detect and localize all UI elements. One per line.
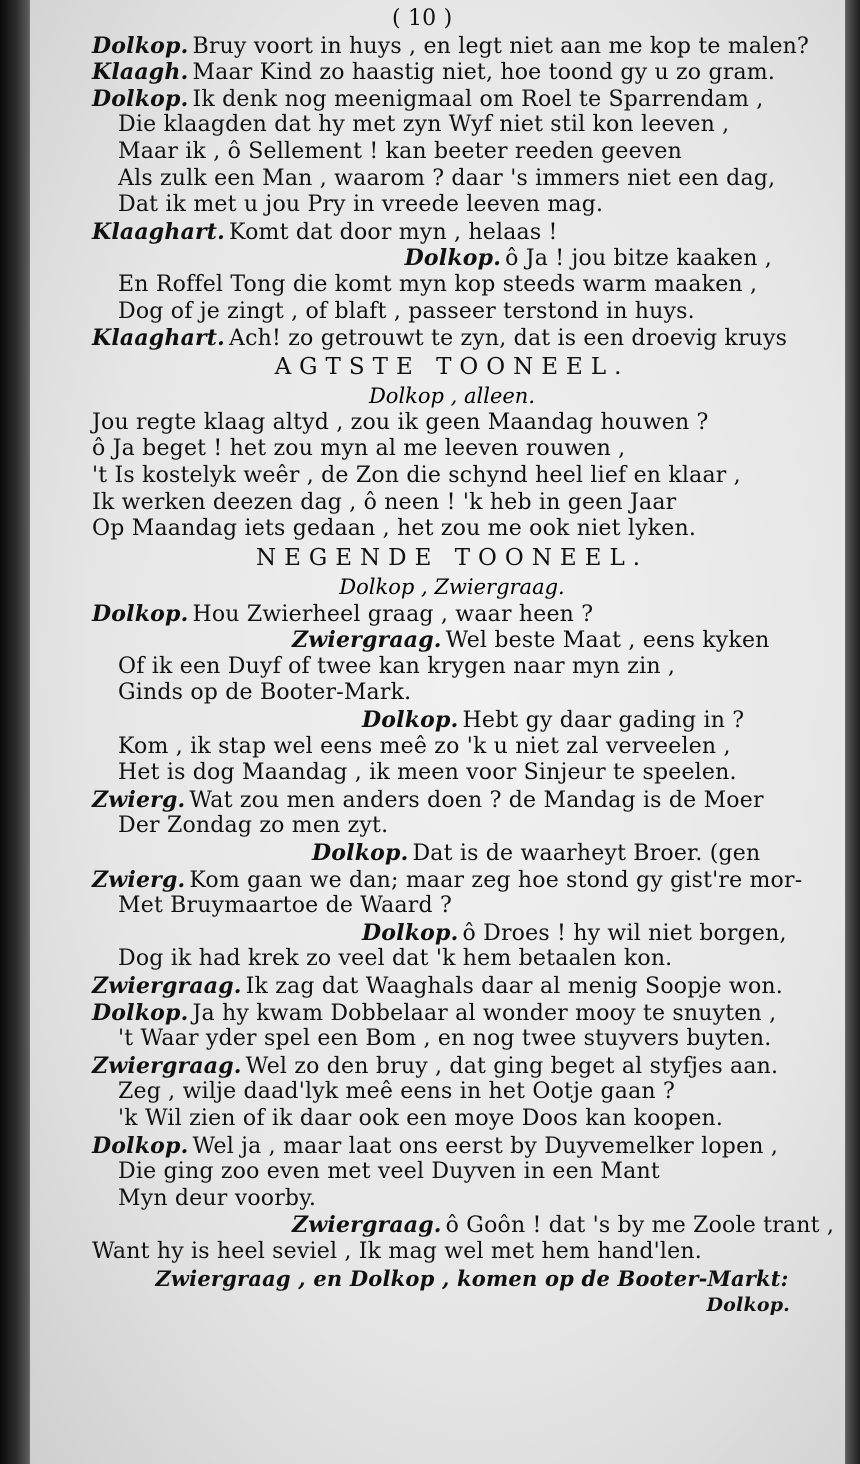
verse-line: Kom , ik stap wel eens meê zo 'k u niet zal verveelen , <box>118 733 731 759</box>
speaker: Klaaghart. <box>92 218 226 245</box>
verse-line: Dolkop. Hebt gy daar gading in ? <box>362 707 745 734</box>
verse-line: ô Ja beget ! het zou myn al me leeven rouwen , <box>92 436 626 462</box>
verse-line: Zeg , wilje daad'lyk meê eens in het Ootje gaan ? <box>118 1079 675 1105</box>
verse-line: Dog ik had krek zo veel dat 'k hem betaalen kon. <box>118 946 673 972</box>
verse-line: Met Bruymaartoe de Waard ? <box>118 893 452 919</box>
verse-line: Der Zondag zo men zyt. <box>118 813 389 839</box>
verse-line: Ginds op de Booter-Mark. <box>118 680 412 706</box>
speaker: Dolkop. <box>362 919 459 946</box>
verse-line: Maar ik , ô Sellement ! kan beeter reeden geeven <box>118 138 683 164</box>
verse-line: Zwiergraag. Ik zag dat Waaghals daar al menig Soopje won. <box>92 973 783 999</box>
verse-line: Klaagh. Maar Kind zo haastig niet, hoe toond gy u zo gram. <box>92 59 776 86</box>
verse-line: Het is dog Maandag , ik meen voor Sinjeur te speelen. <box>118 760 737 786</box>
verse-line: Want hy is heel seviel , Ik mag wel met hem hand'len. <box>92 1238 702 1264</box>
verse-line: Of ik een Duyf of twee kan krygen naar myn zin , <box>118 653 676 679</box>
speaker: Zwierg. <box>92 866 186 893</box>
speaker: Zwiergraag. <box>292 627 442 654</box>
verse-line: Op Maandag iets gedaan , het zou me ook niet lyken. <box>92 516 697 542</box>
page-number: ( 10 ) <box>392 6 453 31</box>
verse-line: En Roffel Tong die komt myn kop steeds warm maaken , <box>118 271 758 297</box>
verse-line: Die klaagden dat hy met zyn Wyf niet stil kon leeven , <box>118 112 730 138</box>
text-block <box>92 6 835 1319</box>
verse-line: Zwiergraag. Wel beste Maat , eens kyken <box>292 627 770 654</box>
scene-heading: AGTSTE TOONEEL. <box>274 353 630 380</box>
verse-line: Zwierg. Kom gaan we dan; maar zeg hoe stond gy gist're mor- <box>92 866 803 893</box>
catchword: Dolkop. <box>706 1294 790 1317</box>
verse-line: Dolkop. Dat is de waarheyt Broer. (gen <box>312 840 761 867</box>
stage-direction: Zwiergraag , en Dolkop , komen op de Booter-Markt: <box>155 1265 789 1291</box>
scene-cast: Dolkop , alleen. <box>368 383 536 408</box>
speaker: Dolkop. <box>362 707 459 734</box>
verse-line: Dolkop. Bruy voort in huys , en legt niet aan me kop te malen? <box>92 32 810 59</box>
book-spine <box>0 0 34 1464</box>
verse-line: Die ging zoo even met veel Duyven in een Mant <box>118 1159 660 1185</box>
verse-line: 't Is kostelyk weêr , de Zon die schynd heel lief en klaar , <box>92 462 741 488</box>
verse-line: Als zulk een Man , waarom ? daar 's immers niet een dag, <box>118 165 776 191</box>
verse-line: Dog of je zingt , of blaft , passeer terstond in huys. <box>118 298 695 324</box>
verse-line: Dolkop. Wel ja , maar laat ons eerst by Duyvemelker lopen , <box>92 1132 779 1159</box>
speaker: Dolkop. <box>92 32 189 59</box>
verse-line: Ik werken deezen dag , ô neen ! 'k heb in geen Jaar <box>92 489 677 515</box>
verse-line: 't Waar yder spel een Bom , en nog twee stuyvers buyten. <box>118 1026 772 1052</box>
verse-line: Klaaghart. Ach! zo getrouwt te zyn, dat is een droevig kruys <box>92 325 788 352</box>
verse-line: Jou regte klaag altyd , zou ik geen Maandag houwen ? <box>92 409 709 435</box>
speaker: Dolkop. <box>312 840 409 867</box>
verse-line: Zwierg. Wat zou men anders doen ? de Mandag is de Moer <box>92 786 764 813</box>
speaker: Zwiergraag. <box>92 1052 242 1079</box>
scene-cast: Dolkop , Zwiergraag. <box>339 574 565 599</box>
scene-heading: NEGENDE TOONEEL. <box>255 544 649 571</box>
speaker: Dolkop. <box>92 999 189 1026</box>
verse-line: Klaaghart. Komt dat door myn , helaas ! <box>92 218 558 245</box>
speaker: Zwiergraag. <box>292 1212 442 1239</box>
verse-line: Myn deur voorby. <box>118 1185 317 1211</box>
verse-line: Dolkop. ô Droes ! hy wil niet borgen, <box>362 919 787 946</box>
speaker: Zwierg. <box>92 786 186 813</box>
verse-line: Dat ik met u jou Pry in vreede leeven mag. <box>118 192 604 218</box>
speaker: Klaagh. <box>92 59 189 86</box>
speaker: Dolkop. <box>92 600 189 627</box>
speaker: Klaaghart. <box>92 325 226 352</box>
speaker: Dolkop. <box>92 1132 189 1159</box>
verse-line: Dolkop. Hou Zwierheel graag , waar heen ? <box>92 600 594 627</box>
verse-line: Dolkop. Ik denk nog meenigmaal om Roel te Sparrendam , <box>92 85 764 112</box>
verse-line: Dolkop. Ja hy kwam Dobbelaar al wonder mooy te snuyten , <box>92 999 777 1026</box>
verse-line: Zwiergraag. ô Goôn ! dat 's by me Zoole trant , <box>292 1212 835 1239</box>
verse-line: Zwiergraag. Wel zo den bruy , dat ging beget al styfjes aan. <box>92 1052 779 1079</box>
book-page <box>30 0 845 1464</box>
verse-line: Dolkop. ô Ja ! jou bitze kaaken , <box>404 245 772 272</box>
speaker: Dolkop. <box>404 245 502 272</box>
verse-line: 'k Wil zien of ik daar ook een moye Doos kan koopen. <box>118 1105 724 1131</box>
speaker: Zwiergraag. <box>92 973 242 999</box>
speaker: Dolkop. <box>92 85 189 112</box>
